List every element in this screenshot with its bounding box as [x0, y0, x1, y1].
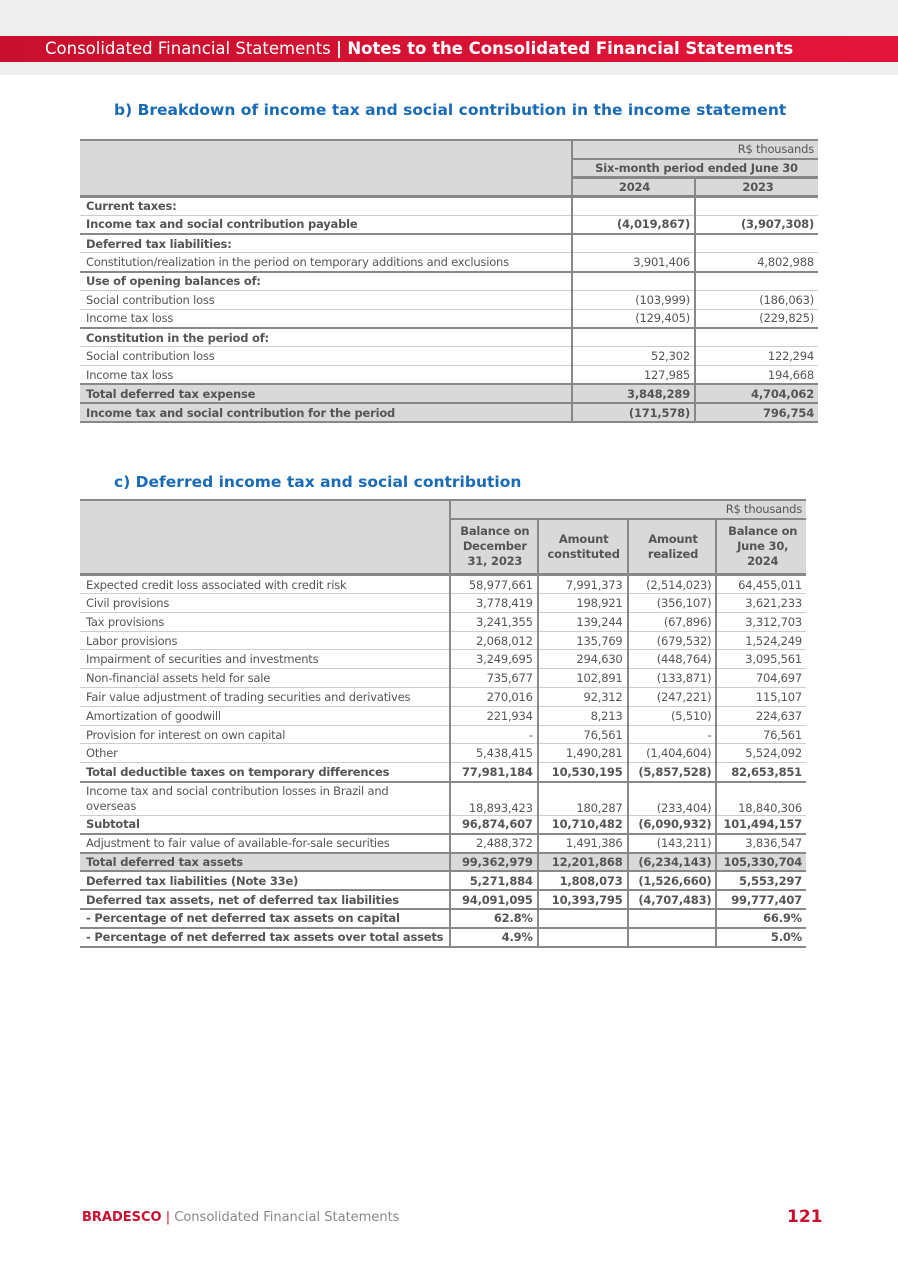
row-value: (356,107) [628, 594, 717, 613]
row-value: 221,934 [450, 706, 538, 725]
table-row [80, 234, 818, 253]
row-value: 135,769 [538, 631, 628, 650]
table-row [80, 763, 806, 782]
row-label: Use of opening balances of: [80, 272, 572, 291]
row-value: (1,526,660) [628, 871, 717, 890]
row-value: 92,312 [538, 688, 628, 707]
row-value: 62.8% [450, 909, 538, 928]
table-row [80, 706, 806, 725]
row-value: (5,510) [628, 706, 717, 725]
row-value: (171,578) [572, 403, 695, 422]
row-value: 101,494,157 [716, 815, 806, 834]
table-row [80, 366, 818, 385]
row-label: Total deductible taxes on temporary differences [80, 763, 450, 782]
row-value: 1,524,249 [716, 631, 806, 650]
row-value: 4,802,988 [695, 253, 818, 272]
row-value: 5,271,884 [450, 871, 538, 890]
row-label: Social contribution loss [80, 347, 572, 366]
table-row [80, 575, 806, 594]
row-value: 122,294 [695, 347, 818, 366]
row-value: (1,404,604) [628, 744, 717, 763]
row-value: 735,677 [450, 669, 538, 688]
row-value: 94,091,095 [450, 890, 538, 909]
table-row [80, 744, 806, 763]
row-value: 3,241,355 [450, 612, 538, 631]
row-value: 139,244 [538, 612, 628, 631]
row-label: Tax provisions [80, 612, 450, 631]
row-value: 99,362,979 [450, 853, 538, 872]
row-value: (3,907,308) [695, 215, 818, 234]
table-row [80, 890, 806, 909]
table-row [80, 815, 806, 834]
col-balance-dec-2023: Balance on December 31, 2023 [450, 519, 538, 575]
row-value: 1,808,073 [538, 871, 628, 890]
row-value: 10,530,195 [538, 763, 628, 782]
footer-text: Consolidated Financial Statements [174, 1210, 400, 1225]
row-label: Fair value adjustment of trading securities and derivatives [80, 688, 450, 707]
row-label: Deferred tax assets, net of deferred tax liabilities [80, 890, 450, 909]
row-value [572, 196, 695, 215]
row-value: (233,404) [628, 782, 717, 816]
row-value: 5.0% [716, 928, 806, 947]
row-value: (103,999) [572, 290, 695, 309]
row-value: (4,019,867) [572, 215, 695, 234]
header-title: Notes to the Consolidated Financial Statements [347, 39, 794, 58]
table-row [80, 853, 806, 872]
section-c-heading: c) Deferred income tax and social contribution [114, 473, 522, 491]
row-value: 3,249,695 [450, 650, 538, 669]
row-value: 102,891 [538, 669, 628, 688]
unit-label: R$ thousands [450, 500, 806, 519]
table-row [80, 403, 818, 422]
table-row [80, 782, 806, 816]
row-value: 270,016 [450, 688, 538, 707]
table-row [80, 834, 806, 853]
header-blank [80, 140, 572, 196]
period-header: Six-month period ended June 30 [572, 159, 818, 178]
row-label: Amortization of goodwill [80, 706, 450, 725]
table-row [80, 612, 806, 631]
table-row [80, 650, 806, 669]
row-value: 18,893,423 [450, 782, 538, 816]
row-label: Income tax and social contribution payable [80, 215, 572, 234]
col-2023: 2023 [695, 178, 818, 197]
row-value: (448,764) [628, 650, 717, 669]
row-value: 99,777,407 [716, 890, 806, 909]
row-value: (129,405) [572, 309, 695, 328]
table-row [80, 290, 818, 309]
row-value: (133,871) [628, 669, 717, 688]
row-value: 180,287 [538, 782, 628, 816]
row-value: 5,524,092 [716, 744, 806, 763]
row-value [695, 234, 818, 253]
row-value [538, 909, 628, 928]
row-value: 10,393,795 [538, 890, 628, 909]
table-row [80, 309, 818, 328]
header-separator: | [336, 39, 343, 58]
table-row [80, 384, 818, 403]
row-label: Other [80, 744, 450, 763]
row-label: Subtotal [80, 815, 450, 834]
row-value: (5,857,528) [628, 763, 717, 782]
row-value: 3,312,703 [716, 612, 806, 631]
row-value: 8,213 [538, 706, 628, 725]
row-value: 4.9% [450, 928, 538, 947]
row-value [538, 928, 628, 947]
row-value: 82,653,851 [716, 763, 806, 782]
row-label: Current taxes: [80, 196, 572, 215]
row-label: Civil provisions [80, 594, 450, 613]
income-tax-breakdown-table [80, 139, 818, 423]
row-label: Impairment of securities and investments [80, 650, 450, 669]
row-value: 58,977,661 [450, 575, 538, 594]
row-label: Deferred tax liabilities: [80, 234, 572, 253]
row-value: 10,710,482 [538, 815, 628, 834]
row-value: (143,211) [628, 834, 717, 853]
row-value [572, 328, 695, 347]
row-label: Social contribution loss [80, 290, 572, 309]
row-value [572, 234, 695, 253]
row-value: 76,561 [716, 725, 806, 744]
table-row [80, 725, 806, 744]
row-value: 18,840,306 [716, 782, 806, 816]
row-value: 1,490,281 [538, 744, 628, 763]
table-row [80, 215, 818, 234]
row-value: (229,825) [695, 309, 818, 328]
row-value: 1,491,386 [538, 834, 628, 853]
table-row [80, 347, 818, 366]
table-row [80, 631, 806, 650]
row-value: - [628, 725, 717, 744]
row-value: (67,896) [628, 612, 717, 631]
row-value: 194,668 [695, 366, 818, 385]
row-value: (4,707,483) [628, 890, 717, 909]
row-label: - Percentage of net deferred tax assets over total assets [80, 928, 450, 947]
header-section: Consolidated Financial Statements [45, 39, 331, 58]
row-label: - Percentage of net deferred tax assets on capital [80, 909, 450, 928]
row-value: 3,901,406 [572, 253, 695, 272]
row-label: Income tax loss [80, 366, 572, 385]
row-label: Income tax loss [80, 309, 572, 328]
row-value: 127,985 [572, 366, 695, 385]
col-balance-jun-2024: Balance on June 30, 2024 [716, 519, 806, 575]
footer [82, 1210, 399, 1225]
row-value: 96,874,607 [450, 815, 538, 834]
row-value: (6,090,932) [628, 815, 717, 834]
unit-label: R$ thousands [572, 140, 818, 159]
row-label: Income tax and social contribution for the period [80, 403, 572, 422]
row-value: 4,704,062 [695, 384, 818, 403]
table-row [80, 328, 818, 347]
table-row [80, 253, 818, 272]
row-value: (679,532) [628, 631, 717, 650]
row-label: Expected credit loss associated with credit risk [80, 575, 450, 594]
row-value: 5,553,297 [716, 871, 806, 890]
row-value: 224,637 [716, 706, 806, 725]
row-value: 3,095,561 [716, 650, 806, 669]
row-value: (247,221) [628, 688, 717, 707]
row-value: 3,836,547 [716, 834, 806, 853]
row-value: 704,697 [716, 669, 806, 688]
row-value: - [450, 725, 538, 744]
row-label: Deferred tax liabilities (Note 33e) [80, 871, 450, 890]
row-value: 52,302 [572, 347, 695, 366]
table-row [80, 669, 806, 688]
row-value: 115,107 [716, 688, 806, 707]
col-amount-constituted: Amount constituted [538, 519, 628, 575]
row-value: 12,201,868 [538, 853, 628, 872]
row-value: 66.9% [716, 909, 806, 928]
row-label: Income tax and social contribution losses in Brazil and overseas [80, 782, 450, 816]
row-value [695, 196, 818, 215]
row-label: Labor provisions [80, 631, 450, 650]
row-value: 198,921 [538, 594, 628, 613]
footer-brand: BRADESCO [82, 1210, 162, 1225]
row-value: 3,621,233 [716, 594, 806, 613]
row-value: 5,438,415 [450, 744, 538, 763]
table-row [80, 272, 818, 291]
row-value: 76,561 [538, 725, 628, 744]
table-row [80, 871, 806, 890]
row-value: (2,514,023) [628, 575, 717, 594]
row-value: 3,778,419 [450, 594, 538, 613]
section-b-heading: b) Breakdown of income tax and social contribution in the income statement [114, 101, 787, 119]
row-value [628, 928, 717, 947]
row-value: 294,630 [538, 650, 628, 669]
table-row [80, 688, 806, 707]
table-row [80, 594, 806, 613]
page-header [0, 36, 898, 62]
row-value: 2,488,372 [450, 834, 538, 853]
row-label: Provision for interest on own capital [80, 725, 450, 744]
row-value: 2,068,012 [450, 631, 538, 650]
row-value: 796,754 [695, 403, 818, 422]
row-value [695, 328, 818, 347]
row-value: 7,991,373 [538, 575, 628, 594]
footer-separator: | [165, 1210, 171, 1225]
row-label: Constitution in the period of: [80, 328, 572, 347]
row-value [628, 909, 717, 928]
row-value: (6,234,143) [628, 853, 717, 872]
row-value: 64,455,011 [716, 575, 806, 594]
row-label: Constitution/realization in the period on temporary additions and exclusions [80, 253, 572, 272]
row-value: 77,981,184 [450, 763, 538, 782]
row-value: 3,848,289 [572, 384, 695, 403]
row-label: Total deferred tax assets [80, 853, 450, 872]
row-label: Adjustment to fair value of available-for-sale securities [80, 834, 450, 853]
row-value [695, 272, 818, 291]
col-2024: 2024 [572, 178, 695, 197]
row-value: 105,330,704 [716, 853, 806, 872]
page-number: 121 [787, 1207, 823, 1227]
table-row [80, 196, 818, 215]
deferred-tax-table [80, 499, 806, 948]
row-label: Total deferred tax expense [80, 384, 572, 403]
col-amount-realized: Amount realized [628, 519, 717, 575]
row-value: (186,063) [695, 290, 818, 309]
header-blank [80, 500, 450, 575]
row-value [572, 272, 695, 291]
table-row [80, 928, 806, 947]
table-row [80, 909, 806, 928]
row-label: Non-financial assets held for sale [80, 669, 450, 688]
